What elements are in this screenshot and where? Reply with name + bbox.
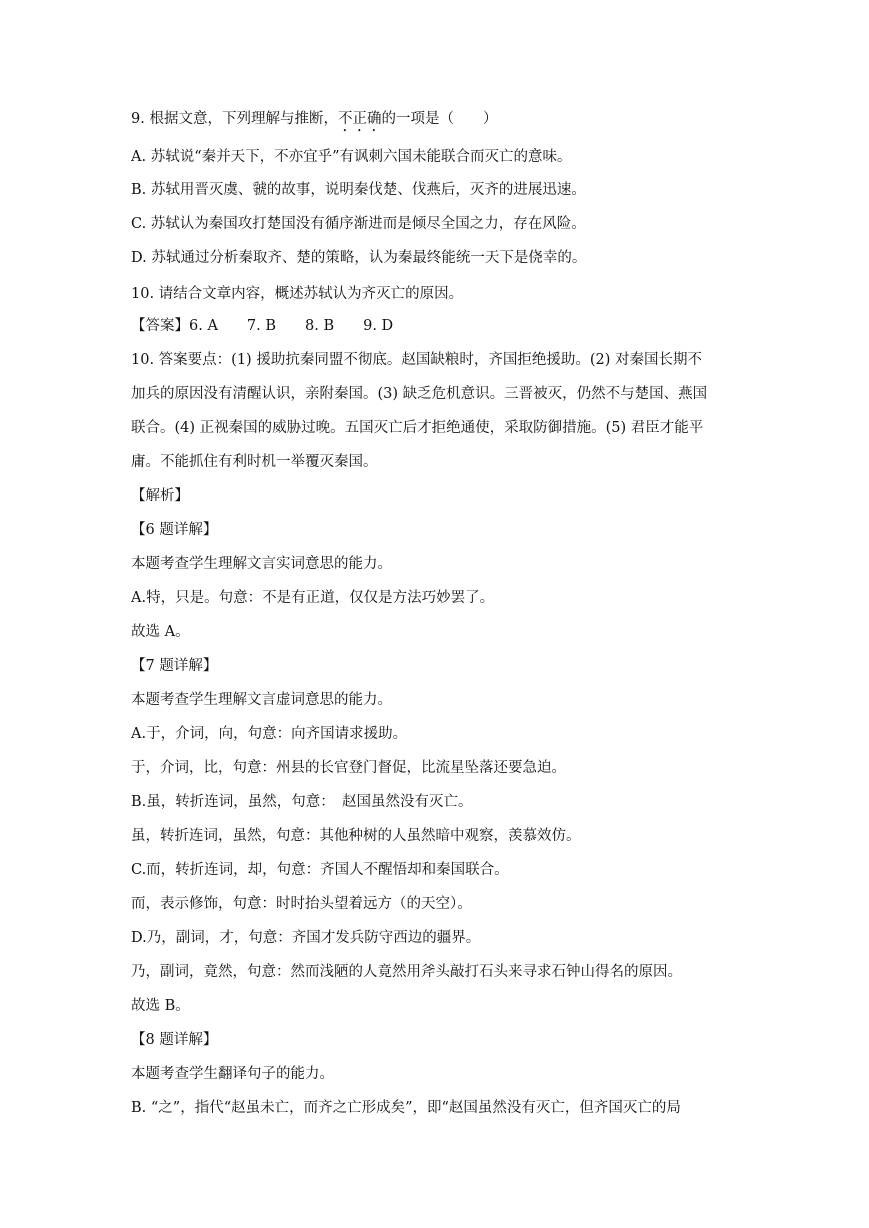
question-10-stem: 10. 请结合文章内容，概述苏轼认为齐灭亡的原因。 <box>131 286 464 302</box>
q8-intro: 本题考查学生翻译句子的能力。 <box>131 1066 334 1082</box>
question-9-stem: 9. 根据文意，下列理解与推断，不正确的一项是（ ） <box>131 111 498 127</box>
q6-heading: 【6 题详解】 <box>131 522 218 538</box>
q7-c-2: 而，表示修饰，句意：时时抬头望着远方（的天空）。 <box>131 896 472 912</box>
question-9-option-d: D. 苏轼通过分析秦取齐、楚的策略，认为秦最终能统一天下是侥幸的。 <box>131 250 587 266</box>
q6-choice: 故选 A。 <box>131 624 190 640</box>
q7-d-1: D.乃，副词，才，句意：齐国才发兵防守西边的疆界。 <box>131 930 481 946</box>
q8-heading: 【8 题详解】 <box>131 1032 218 1048</box>
q7-choice: 故选 B。 <box>131 998 190 1014</box>
answer-10-line-3: 联合。(4) 正视秦国的威胁过晚。五国灭亡后才拒绝通使，采取防御措施。(5) 君臣才能平 <box>131 420 704 436</box>
q7-intro: 本题考查学生理解文言虚词意思的能力。 <box>131 692 392 708</box>
answer-10-line-4: 庸。不能抓住有利时机一举覆灭秦国。 <box>131 454 378 470</box>
q7-c-1: C.而，转折连词，却，句意：齐国人不醒悟却和秦国联合。 <box>131 862 509 878</box>
q7-b-2: 虽，转折连词，虽然，句意：其他种树的人虽然暗中观察，羡慕效仿。 <box>131 828 581 844</box>
q7-a-2: 于，介词，比，句意：州县的长官登门督促，比流星坠落还要急迫。 <box>131 760 566 776</box>
q7-a-1: A.于，介词，向，句意：向齐国请求援助。 <box>131 726 408 742</box>
q7-heading: 【7 题详解】 <box>131 658 218 674</box>
emphasized-text: 不正确 <box>337 111 382 127</box>
q6-detail: A.特，只是。句意：不是有正道，仅仅是方法巧妙罢了。 <box>131 590 495 606</box>
question-9-option-c: C. 苏轼认为秦国攻打楚国没有循序渐进而是倾尽全国之力，存在风险。 <box>131 216 586 232</box>
answer-10-line-2: 加兵的原因没有清醒认识，亲附秦国。(3) 缺乏危机意识。三晋被灭，仍然不与楚国、燕国 <box>131 386 708 402</box>
analysis-heading: 【解析】 <box>131 488 189 504</box>
q8-b-line: B. “之”，指代“赵虽未亡，而齐之亡形成矣”，即“赵国虽然没有灭亡，但齐国灭亡的局 <box>131 1100 681 1116</box>
q7-d-2: 乃，副词，竟然，句意：然而浅陋的人竟然用斧头敲打石头来寻求石钟山得名的原因。 <box>131 964 682 980</box>
answer-10-line-1: 10. 答案要点：(1) 援助抗秦同盟不彻底。赵国缺粮时，齐国拒绝援助。(2) 对秦国长期不 <box>131 352 702 368</box>
question-9-option-a: A. 苏轼说“秦并天下，不亦宜乎”有讽刺六国未能联合而灭亡的意味。 <box>131 149 572 165</box>
q7-b-1: B.虽，转折连词，虽然，句意： 赵国虽然没有灭亡。 <box>131 794 473 810</box>
answer-line: 【答案】6. A 7. B 8. B 9. D <box>131 318 394 334</box>
question-9-option-b: B. 苏轼用晋灭虞、虢的故事，说明秦伐楚、伐燕后，灭齐的进展迅速。 <box>131 182 586 198</box>
q6-intro: 本题考查学生理解文言实词意思的能力。 <box>131 556 392 572</box>
